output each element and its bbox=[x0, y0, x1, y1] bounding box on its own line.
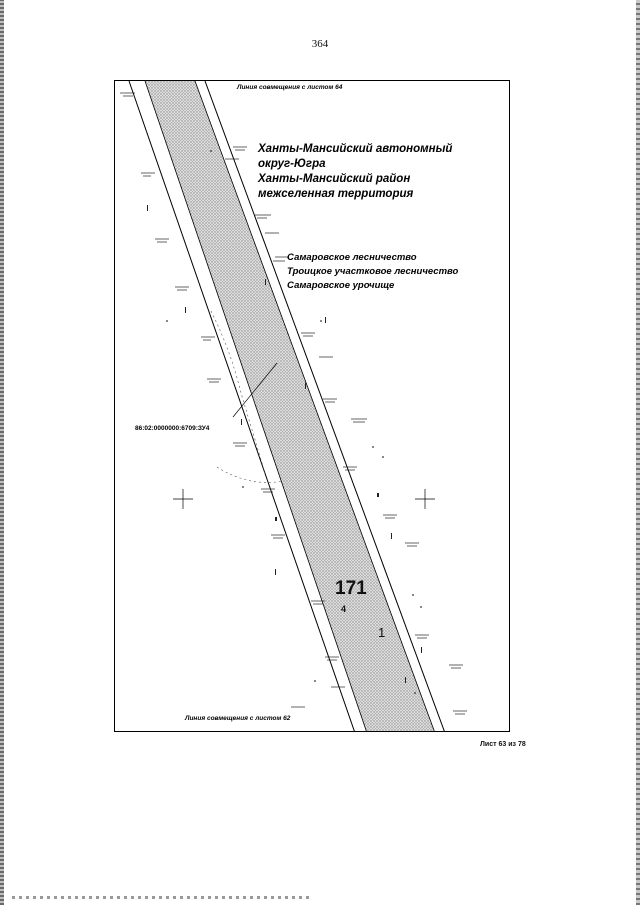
forestry-line: Самаровское урочище bbox=[287, 280, 395, 291]
page-number: 364 bbox=[311, 38, 329, 50]
forestry-line: Самаровское лесничество bbox=[287, 252, 417, 263]
parcel-sub-number: 4 bbox=[341, 604, 347, 614]
scan-edge-left bbox=[0, 0, 4, 905]
scan-edge-right bbox=[636, 0, 640, 905]
match-line-top: Линия совмещения с листом 64 bbox=[237, 84, 343, 91]
scan-noise-bottom bbox=[12, 896, 312, 899]
forestry-line: Троицкое участковое лесничество bbox=[287, 266, 459, 277]
region-line: межселенная территория bbox=[258, 188, 414, 200]
cadastral-number-label: 86:02:0000000:6709:ЗУ4 bbox=[135, 425, 210, 432]
region-line: Ханты-Мансийский район bbox=[258, 173, 411, 185]
match-line-bottom: Линия совмещения с листом 62 bbox=[185, 715, 291, 722]
dashed-arc bbox=[217, 467, 283, 482]
region-label bbox=[258, 142, 452, 202]
region-line: округ-Югра bbox=[258, 158, 326, 170]
parcel-number: 171 bbox=[335, 578, 367, 599]
map-frame bbox=[114, 80, 510, 732]
survey-cross-icon bbox=[415, 489, 435, 509]
parcel-alt-number: 1 bbox=[378, 625, 386, 640]
survey-cross-icon bbox=[173, 489, 193, 509]
region-line: Ханты-Мансийский автономный bbox=[258, 143, 453, 155]
forestry-label bbox=[287, 251, 458, 293]
sheet-counter: Лист 63 из 78 bbox=[480, 741, 526, 748]
